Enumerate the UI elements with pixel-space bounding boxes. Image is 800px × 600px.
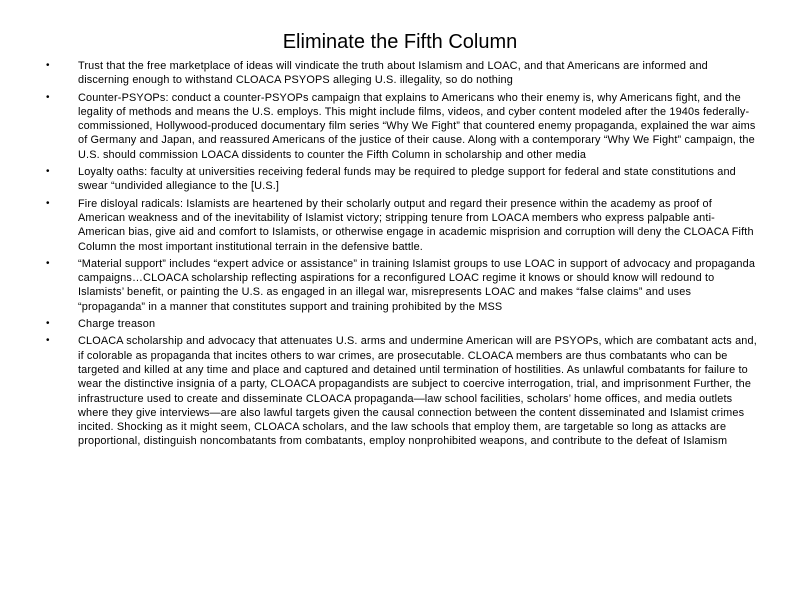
bullet-glyph: • <box>46 91 50 103</box>
bullet-list <box>46 59 758 452</box>
bullet-glyph: • <box>46 60 50 71</box>
bullet-glyph: • <box>46 318 50 330</box>
bullet-text: “Material support” includes “expert advice or assistance” in training Islamist groups to use LOAC in support of advocacy and propaganda campaigns…CLOACA scholarship reflecting aspirations for a reconfigured LOAC regime it knows or should know will redound to Islamists’ benefit, or painting the U.S. as engaged in an illegal war, misrepresents LOAC and makes “false claims” and uses “propaganda” in a manner that constitutes support and training prohibited by the MSS <box>78 257 756 313</box>
bullet-glyph: • <box>46 166 50 178</box>
bullet-glyph: • <box>46 257 50 269</box>
bullet-text: Fire disloyal radicals: Islamists are heartened by their scholarly output and regard their presence within the academy as proof of American weakness and of the inevitability of Islamist victory; stripping tenure from LOACA members who express palpable anti-American bias, give aid and comfort to Islamists, or otherwise engage in academic misprision and corruption will deny the CLOACA Fifth Column the most important institutional terrain in the defensive battle. <box>78 197 754 253</box>
slide-title: Eliminate the Fifth Column <box>282 31 518 53</box>
bullet-item-combatant-acts <box>46 334 758 448</box>
bullet-item-fire-radicals <box>46 197 758 254</box>
bullet-text: Trust that the free marketplace of ideas will vindicate the truth about Islamism and LOAC, and that Americans are informed and discerning enough to withstand CLOACA PSYOPS alleging U.S. illegality, so do nothing <box>78 60 708 87</box>
bullet-text: Loyalty oaths: faculty at universities receiving federal funds may be required to pledge support for federal and state constitutions and swear “undivided allegiance to the [U.S.] <box>78 166 736 193</box>
bullet-text: CLOACA scholarship and advocacy that attenuates U.S. arms and undermine American will are PSYOPs, which are combatant acts and, if colorable as propaganda that incites others to war crimes, are prosecutable. CLOACA members are thus combatants who can be targeted and killed at any time and place and captured and detained until termination of hostilities. As unlawful combatants for failure to wear the distinctive insignia of a party, CLOACA propagandists are subject to coercive interrogation, trial, and imprisonment Further, the infrastructure used to create and disseminate CLOACA propaganda—law school facilities, scholars’ home offices, and media outlets where they give interviews—are also lawful targets given the causal connection between the content disseminated and Islamist crimes incited. Shocking as it might seem, CLOACA scholars, and the law schools that employ them, are targetable so long as attacks are proportional, distinguish noncombatants from combatants, employ nonprohibited weapons, and contribute to the defeat of Islamism <box>78 335 757 448</box>
bullet-item-counter-psyops <box>46 91 758 162</box>
bullet-item-charge-treason <box>46 317 758 331</box>
bullet-glyph: • <box>46 335 50 347</box>
bullet-item-loyalty-oaths <box>46 165 758 194</box>
bullet-item-do-nothing <box>46 59 758 88</box>
bullet-text: Counter-PSYOPs: conduct a counter-PSYOPs campaign that explains to Americans who their enemy is, why Americans fight, and the legality of methods and means the U.S. employs. This might include films, videos, and cyber content modeled after the 1940s federally-commissioned, Hollywood-produced documentary film series “Why We Fight” that countered enemy propaganda, explained the war aims of Germany and Japan, and reassured Americans of the justice of their cause. Along with a contemporary “Why We Fight” campaign, the U.S. should commission LOACA dissidents to counter the Fifth Column in scholarship and other media <box>78 91 756 161</box>
bullet-text: Charge treason <box>78 318 156 331</box>
bullet-item-material-support <box>46 257 758 314</box>
bullet-glyph: • <box>46 197 50 209</box>
